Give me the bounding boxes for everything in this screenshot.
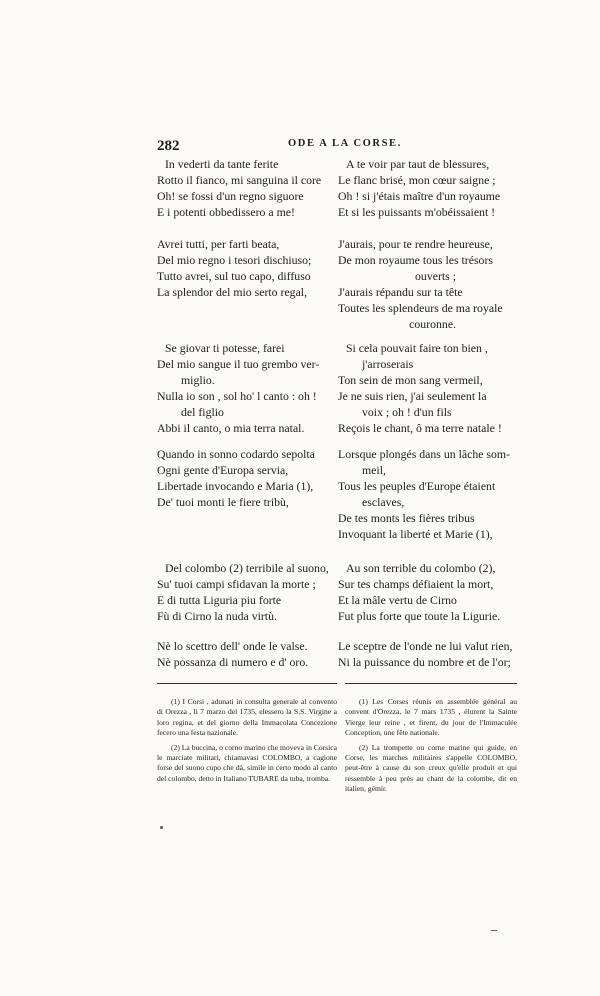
french-stanza xyxy=(338,156,516,220)
poem-line: De' tuoi monti le fiere tribù, xyxy=(157,495,289,509)
poem-line: Fù di Cirno la nuda virtù. xyxy=(157,609,277,623)
poem-line: esclaves, xyxy=(362,495,405,509)
poem-line: voix ; oh ! d'un fils xyxy=(362,405,452,419)
poem-line: Oh ! si j'étais maître d'un royaume xyxy=(338,189,501,203)
poem-line: Tous les peuples d'Europe étaient xyxy=(338,479,496,493)
poem-line: Oh! se fossi d'un regno siguore xyxy=(157,189,304,203)
poem-line: Je ne suis rien, j'ai seulement la xyxy=(338,389,487,403)
poem-line: ouverts ; xyxy=(415,269,456,283)
poem-line: Lorsque plongés dans un lâche som- xyxy=(338,447,510,461)
scan-speck xyxy=(491,930,497,931)
italian-stanza xyxy=(157,156,321,220)
poem-line: Au son terrible du colombo (2), xyxy=(346,561,496,575)
poem-line: Et la mâle vertu de Cirno xyxy=(338,593,457,607)
poem-line: meil, xyxy=(362,463,386,477)
poem-line: Ton sein de mon sang vermeil, xyxy=(338,373,483,387)
poem-line: Si cela pouvait faire ton bien , xyxy=(346,341,488,355)
poem-line: De mon royaume tous les trésors xyxy=(338,253,493,267)
poem-line: Su' tuoi campi sfidavan la morte ; xyxy=(157,577,316,591)
poem-line: Quando in sonno codardo sepolta xyxy=(157,447,315,461)
poem-line: E i potenti obbedissero a me! xyxy=(157,205,295,219)
poem-line: Ni la puissance du nombre et de l'or; xyxy=(338,655,511,669)
poem-line: Toutes les splendeurs de ma royale xyxy=(338,301,503,315)
poem-line: Ogni gente d'Europa servia, xyxy=(157,463,289,477)
poem-line: Nè possanza di numero e d' oro. xyxy=(157,655,309,669)
running-title: ODE A LA CORSE. xyxy=(288,138,402,149)
italian-stanza xyxy=(157,446,315,510)
french-footnotes xyxy=(345,697,517,799)
poem-line: couronne. xyxy=(409,317,456,331)
french-stanza xyxy=(338,638,516,670)
footnote: (2) La buccina, o corno marino che moveva in Corsica le marciate militari, chiamavasi COLOMBO, a cagione forse del suono cupo che dà, simile in certo modo al canto del colombo, detto in Italiano TUBARE da tuba, tromba. xyxy=(157,742,337,783)
poem-line: Reçois le chant, ô ma terre natale ! xyxy=(338,421,502,435)
poem-line: Rotto il fianco, mi sanguina il core xyxy=(157,173,322,187)
poem-line: Se giovar ti potesse, farei xyxy=(165,341,285,355)
poem-line: A te voir par taut de blessures, xyxy=(346,157,490,171)
poem-line: Libertade invocando e Maria (1), xyxy=(157,479,314,493)
poem-line: Le flanc brisé, mon cœur saigne ; xyxy=(338,173,496,187)
poem-line: Invoquant la liberté et Marie (1), xyxy=(338,527,493,541)
poem-line: j'arroserais xyxy=(362,357,414,371)
french-stanza xyxy=(338,236,516,332)
poem-line: J'aurais, pour te rendre heureuse, xyxy=(338,237,493,251)
footnote: (2) La trompette ou corne marine qui guide, en Corse, les marches militaires s'appelle COLOMBO, peut-être à cause du son creux qu'elle produit et qui ressemble à peu près au chant de la colombe, dit en italien, gémir. xyxy=(345,742,517,794)
poem-line: J'aurais répandu sur ta tête xyxy=(338,285,463,299)
italian-footnotes xyxy=(157,697,337,788)
page-number: 282 xyxy=(157,138,180,154)
poem-line: Tutto avrei, sul tuo capo, diffuso xyxy=(157,269,311,283)
poem-line: Nulla io son , sol ho' l canto : oh ! xyxy=(157,389,317,403)
poem-line: Del mio sangue il tuo grembo ver- xyxy=(157,357,320,371)
poem-line: In vederti da tante ferite xyxy=(165,157,279,171)
poem-line: Fut plus forte que toute la Ligurie. xyxy=(338,609,501,623)
footnote-rule xyxy=(157,683,337,684)
scan-speck xyxy=(160,826,163,829)
poem-line: Del mio regno i tesori dischiuso; xyxy=(157,253,312,267)
footnote: (1) Les Corses réunis en assemblée général au convent d'Orezza, le 7 mars 1735 , élurent la Sainte Vierge leur reine , et firent, du jour de l'Immaculée Conception, une fête nationale. xyxy=(345,697,517,738)
footnote: (1) I Corsi , adunati in consulta generale al convento di Orezza , li 7 marzo del 1735, elessero la S.S. Virgine a loro regina, et del giorno della Immacolata Concezione fecero una festa nazionale. xyxy=(157,697,337,738)
poem-line: Le sceptre de l'onde ne lui valut rien, xyxy=(338,639,513,653)
poem-line: La splendor del mio serto regal, xyxy=(157,285,308,299)
italian-stanza xyxy=(157,236,311,300)
footnote-rule xyxy=(345,683,517,684)
italian-stanza xyxy=(157,560,329,624)
french-stanza xyxy=(338,340,516,436)
poem-line: Nè lo scettro dell' onde le valse. xyxy=(157,639,308,653)
poem-line: E di tutta Liguria piu forte xyxy=(157,593,282,607)
poem-line: Sur tes champs défiaient la mort, xyxy=(338,577,494,591)
poem-line: del figlio xyxy=(181,405,224,419)
poem-line: Abbi il canto, o mia terra natal. xyxy=(157,421,305,435)
poem-line: Del colombo (2) terribile al suono, xyxy=(165,561,329,575)
italian-stanza xyxy=(157,340,319,436)
poem-line: Et si les puissants m'obéissaient ! xyxy=(338,205,496,219)
poem-line: De tes monts les fières tribus xyxy=(338,511,475,525)
french-stanza xyxy=(338,560,516,624)
italian-stanza xyxy=(157,638,308,670)
poem-line: Avrei tutti, per farti beata, xyxy=(157,237,280,251)
french-stanza xyxy=(338,446,516,542)
poem-line: miglio. xyxy=(181,373,215,387)
